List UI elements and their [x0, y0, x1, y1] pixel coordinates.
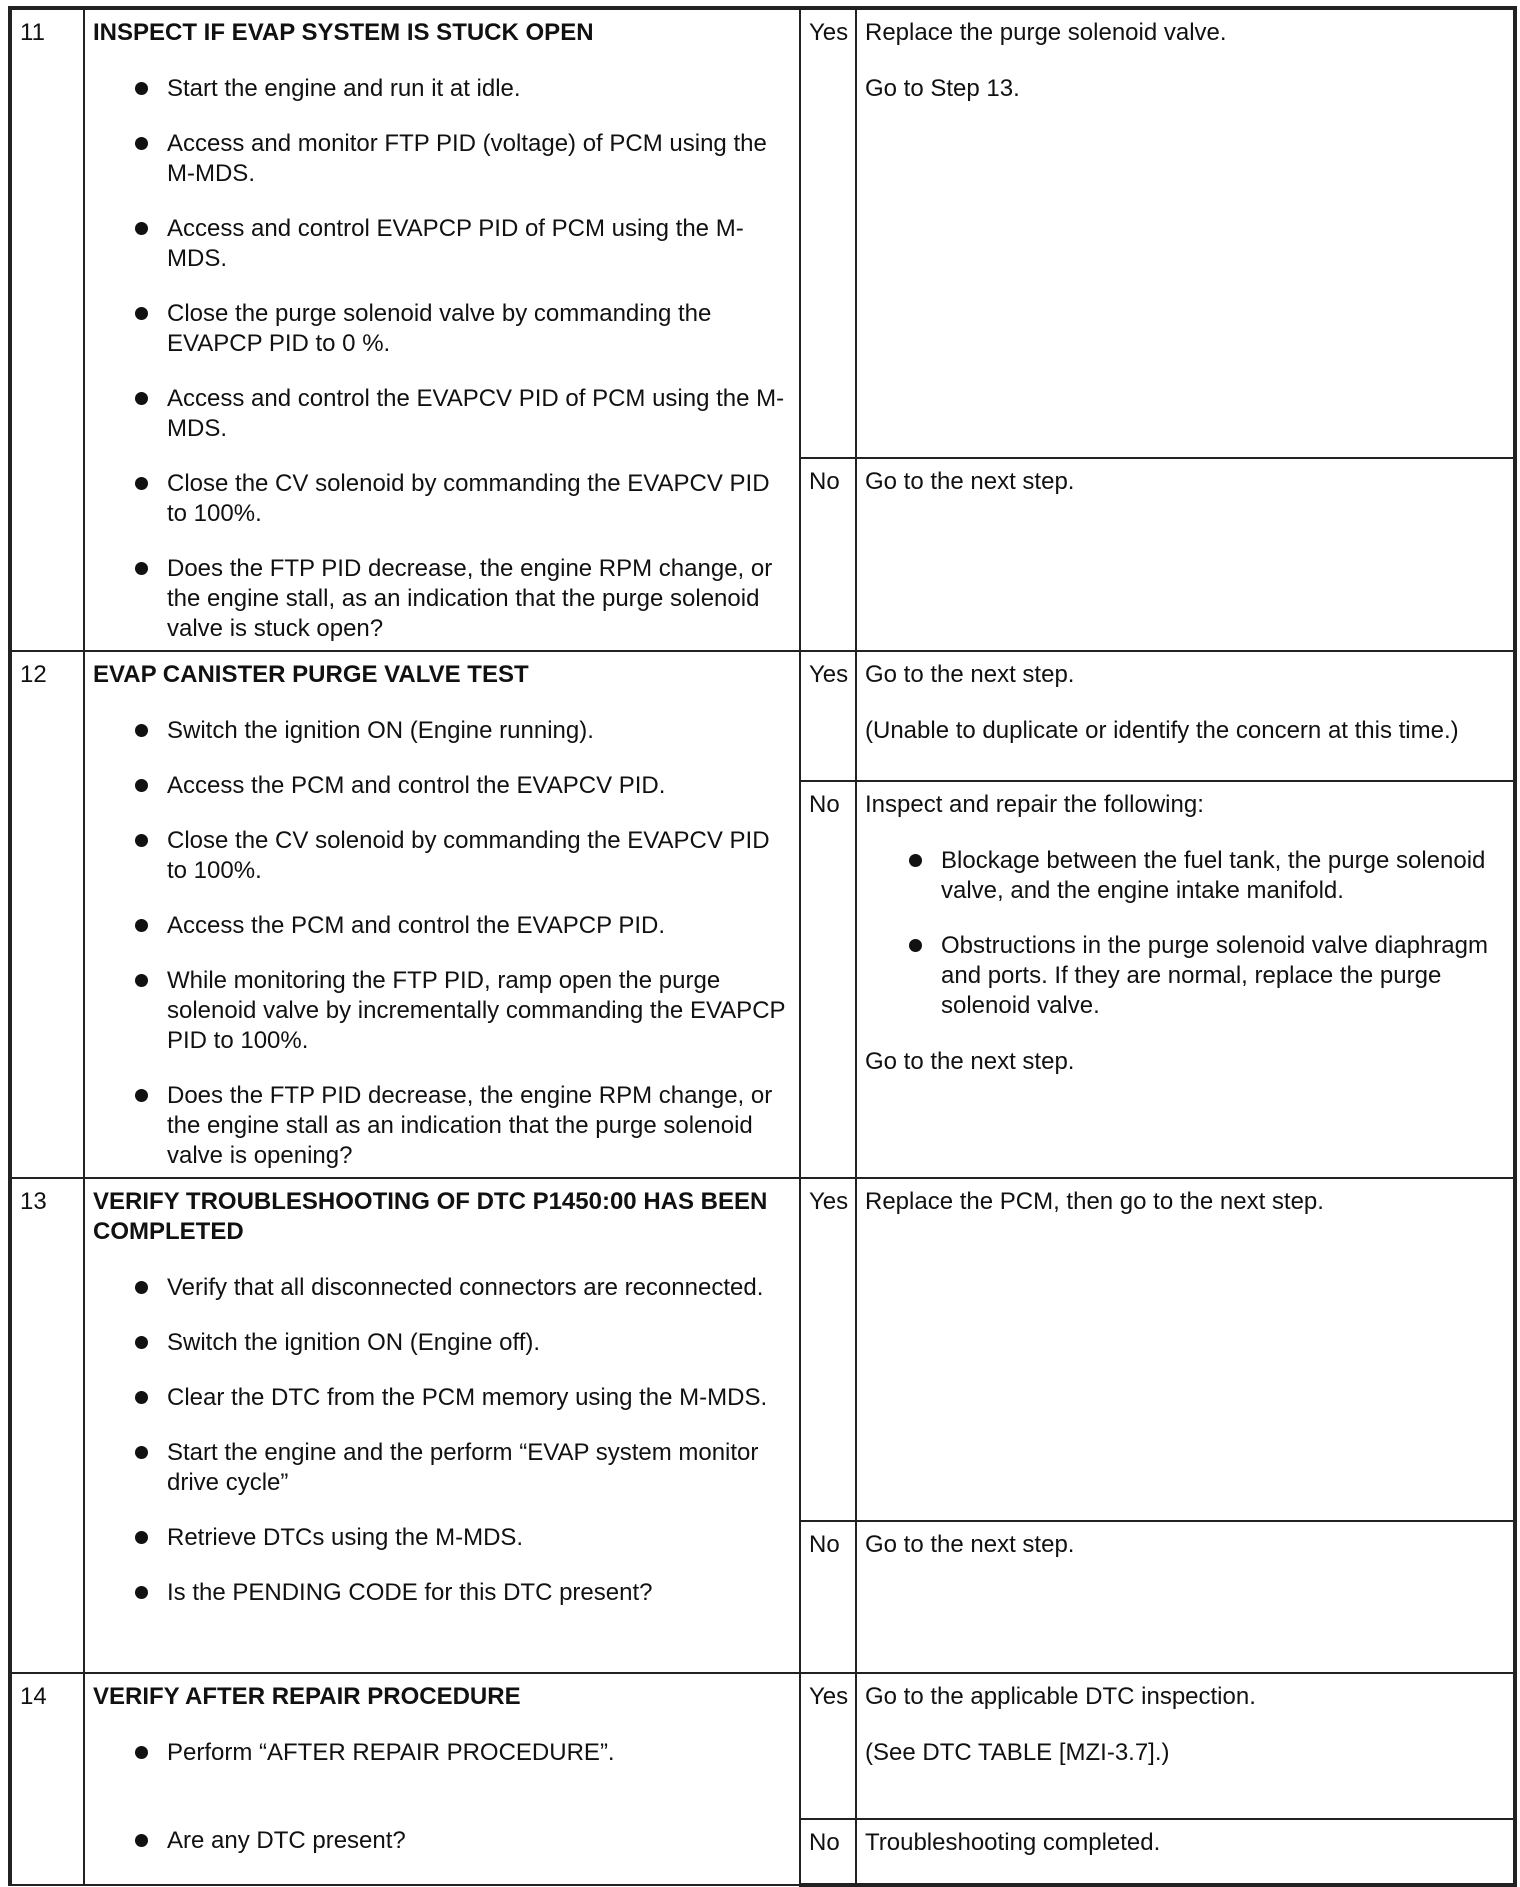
action-line: Go to the applicable DTC inspection.	[865, 1683, 1256, 1710]
repair-bullet: Obstructions in the purge solenoid valve diaphragm and ports. If they are normal, replace the purge solenoid valve.	[865, 931, 1505, 1021]
diagnostic-table	[8, 6, 1517, 1887]
step-title: VERIFY AFTER REPAIR PROCEDURE	[93, 1683, 521, 1710]
no-action	[856, 1521, 1515, 1673]
no-action	[856, 458, 1515, 651]
step-row	[10, 1673, 1515, 1819]
action-line: Inspect and repair the following:	[865, 791, 1204, 819]
step-row	[10, 8, 1515, 458]
step-bullet: Does the FTP PID decrease, the engine RPM change, or the engine stall, as an indication that the purge solenoid valve is stuck open?	[93, 554, 791, 644]
action-line: Replace the purge solenoid valve.	[865, 19, 1227, 46]
step-bullet: Access and control EVAPCP PID of PCM using the M-MDS.	[93, 214, 791, 274]
step-description	[84, 1673, 800, 1885]
step-bullet: Start the engine and run it at idle.	[93, 74, 791, 104]
no-action	[856, 1819, 1515, 1885]
step-bullet: Access and monitor FTP PID (voltage) of PCM using the M-MDS.	[93, 129, 791, 189]
step-bullet-list	[93, 1273, 791, 1608]
yes-label: Yes	[800, 651, 856, 781]
step-number: 14	[10, 1673, 84, 1885]
step-description	[84, 1178, 800, 1673]
repair-bullet: Blockage between the fuel tank, the purge solenoid valve, and the engine intake manifold.	[865, 846, 1505, 906]
yes-action	[856, 1673, 1515, 1819]
no-label: No	[800, 458, 856, 651]
action-line: Replace the PCM, then go to the next step.	[865, 1188, 1324, 1215]
step-bullet: Retrieve DTCs using the M-MDS.	[93, 1523, 791, 1553]
action-line: Go to the next step.	[865, 661, 1075, 688]
yes-label: Yes	[800, 1673, 856, 1819]
step-row	[10, 651, 1515, 781]
no-action	[856, 781, 1515, 1178]
step-bullet-list	[93, 74, 791, 644]
no-label: No	[800, 1819, 856, 1885]
yes-action	[856, 651, 1515, 781]
step-bullet: Are any DTC present?	[93, 1826, 791, 1856]
action-line: Troubleshooting completed.	[865, 1829, 1161, 1856]
step-title: VERIFY TROUBLESHOOTING OF DTC P1450:00 HAS BEEN COMPLETED	[93, 1188, 768, 1245]
repair-bullet-list	[865, 846, 1505, 1021]
step-description	[84, 8, 800, 651]
step-bullet: Switch the ignition ON (Engine running).	[93, 716, 791, 746]
step-bullet: Access the PCM and control the EVAPCP PID.	[93, 911, 791, 941]
step-bullet: Is the PENDING CODE for this DTC present?	[93, 1578, 791, 1608]
step-bullet: Perform “AFTER REPAIR PROCEDURE”.	[93, 1738, 791, 1768]
step-bullet-list	[93, 1738, 791, 1856]
step-title: INSPECT IF EVAP SYSTEM IS STUCK OPEN	[93, 19, 594, 46]
step-title: EVAP CANISTER PURGE VALVE TEST	[93, 661, 529, 688]
yes-action	[856, 8, 1515, 458]
yes-action	[856, 1178, 1515, 1521]
step-row	[10, 1178, 1515, 1521]
step-bullet: Start the engine and the perform “EVAP system monitor drive cycle”	[93, 1438, 791, 1498]
action-line: (See DTC TABLE [MZI-3.7].)	[865, 1739, 1170, 1766]
step-bullet: Access and control the EVAPCV PID of PCM using the M-MDS.	[93, 384, 791, 444]
step-bullet-list	[93, 716, 791, 1171]
yes-label: Yes	[800, 8, 856, 458]
yes-label: Yes	[800, 1178, 856, 1521]
step-bullet: Verify that all disconnected connectors are reconnected.	[93, 1273, 791, 1303]
step-bullet: Access the PCM and control the EVAPCV PID.	[93, 771, 791, 801]
step-number: 11	[10, 8, 84, 651]
step-bullet: While monitoring the FTP PID, ramp open the purge solenoid valve by incrementally commanding the EVAPCP PID to 100%.	[93, 966, 791, 1056]
step-bullet: Close the purge solenoid valve by commanding the EVAPCP PID to 0 %.	[93, 299, 791, 359]
action-line: Go to the next step.	[865, 1048, 1075, 1076]
step-bullet: Clear the DTC from the PCM memory using the M-MDS.	[93, 1383, 791, 1413]
step-description	[84, 651, 800, 1178]
no-label: No	[800, 1521, 856, 1673]
step-number: 12	[10, 651, 84, 1178]
step-bullet: Switch the ignition ON (Engine off).	[93, 1328, 791, 1358]
action-line: Go to the next step.	[865, 1531, 1075, 1558]
step-bullet: Close the CV solenoid by commanding the EVAPCV PID to 100%.	[93, 826, 791, 886]
action-line: Go to Step 13.	[865, 75, 1020, 102]
no-label: No	[800, 781, 856, 1178]
action-line: (Unable to duplicate or identify the concern at this time.)	[865, 717, 1459, 744]
action-line: Go to the next step.	[865, 467, 1075, 495]
step-bullet: Close the CV solenoid by commanding the EVAPCV PID to 100%.	[93, 469, 791, 529]
step-number: 13	[10, 1178, 84, 1673]
step-bullet: Does the FTP PID decrease, the engine RPM change, or the engine stall as an indication that the purge solenoid valve is opening?	[93, 1081, 791, 1171]
